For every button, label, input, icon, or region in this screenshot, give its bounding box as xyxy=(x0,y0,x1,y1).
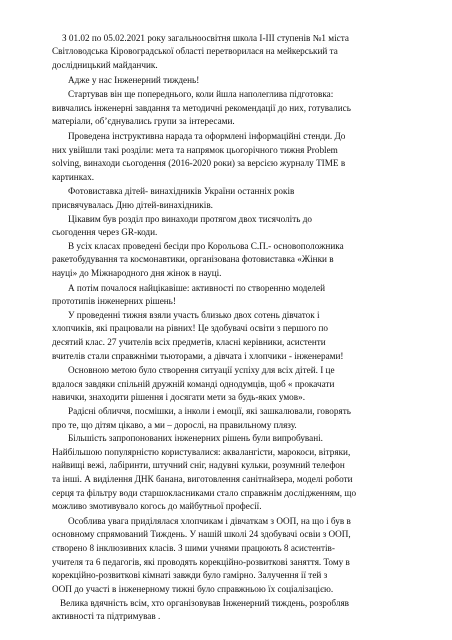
text-line: учителя та 6 педагогів, які проводять корекційно-розвиткові заняття. Тому в xyxy=(52,557,350,567)
text-line: серця та фільтру води старшокласниками стало справжнім дослідженням, що xyxy=(52,488,357,498)
text-line: них увійшли такі розділи: мета та напрямок цьогорічного тижня Problem xyxy=(52,145,338,155)
text-line: корекційно-розвиткові кімнаті завжди було гамірно. Залучення ії тей з xyxy=(52,570,328,580)
text-line: Адже у нас Інженерний тиждень! xyxy=(68,75,200,85)
text-line: Цікавим був розділ про винаходи протягом двох тисячоліть до xyxy=(68,214,312,224)
text-line: ракетобудування та космонавтики, організована фотовиставка «Жінки в xyxy=(52,254,334,264)
text-line: навички, знаходити рішення і досягати мети за будь-яких умов». xyxy=(52,392,305,402)
text-line: Більшість запропонованих інженерних рішень були випробувані. xyxy=(68,433,323,443)
text-line: Основною метою було створення ситуації успіху для всіх дітей. І це xyxy=(68,365,335,375)
text-line: В усіх класах проведені бесіди про Корольова С.П.- основоположника xyxy=(68,241,344,251)
text-line: дослідницький майданчик. xyxy=(52,60,158,70)
text-line: У проведенні тижня взяли участь близько двох сотень дівчаток і xyxy=(68,310,320,320)
text-line: присвячувалась Дню дітей-винахідників. xyxy=(52,200,213,210)
text-line: solving, винаходи сьогодення (2016-2020 роки) за версією журналу TIME в xyxy=(52,158,346,168)
text-line: Радісні обличчя, посмішки, а інколи і емоції, які зашкалювали, говорять xyxy=(68,406,351,416)
text-line: науці» до Міжнародного дня жінок в науці. xyxy=(52,268,222,278)
text-line: ООП до участі в інженерному тижні було справжньою їх соціалізацією. xyxy=(52,584,334,594)
text-line: Особлива увага приділялася хлопчикам і дівчаткам з ООП, на що і був в xyxy=(68,516,351,526)
text-line: прототипів інженерних рішень! xyxy=(52,296,176,306)
text-line: про те, що дітям цікаво, а ми – дорослі, на правильному плязу. xyxy=(52,420,297,430)
text-line: створено 8 інклюзивних класів. З шими учнями працюють 8 асистентів- xyxy=(52,543,335,553)
text-line: активності та підтримував . xyxy=(52,611,161,621)
text-line: сьогодення через GR-коди. xyxy=(52,227,158,237)
text-line: Світловодська Кіровоградської області перетворилася на мейкерський та xyxy=(52,46,338,56)
text-line: А потім почалося найцікавіше: активності по створенню моделей xyxy=(68,283,326,293)
text-line: вдалося завдяки спільній дружній команді однодумців, щоб « прокачати xyxy=(52,379,335,389)
text-line: найвищі вежі, лабіринти, штучний сніг, надувні кульки, розумний телефон xyxy=(52,460,345,470)
text-line: вивчались інженерні завдання та методичні рекомендації до них, готувались xyxy=(52,103,351,113)
text-line: матеріали, об’єднувались групи за інтересами. xyxy=(52,116,235,126)
text-line: Стартував він ще попереднього, коли йшла наполеглива підготовка: xyxy=(68,89,334,99)
text-line: хлопчиків, які працювали на рівних! Це здобувачі освіти з першого по xyxy=(52,323,329,333)
text-line: Проведена інструктивна нарада та оформлені інформаційні стенди. До xyxy=(68,131,346,141)
text-line: та інші. А виділення ДНК банана, виготовлення санітнайзера, моделі роботи xyxy=(52,474,353,484)
text-line: можливо змотивувало когось до майбутньої професії. xyxy=(52,501,262,511)
text-line: З 01.02 по 05.02.2021 року загальноосвітня школа І-ІІІ ступенів №1 міста xyxy=(62,33,349,43)
text-line: Фотовиставка дітей- винахідників України останніх років xyxy=(68,186,295,196)
text-line: десятий клас. 27 учителів всіх предметів, класні керівники, асистенти xyxy=(52,337,326,347)
text-line: вчителів стали справжніми тьюторами, а дівчата і хлопчики - інженерами! xyxy=(52,351,344,361)
text-line: Найбільшою популярністю користувалися: аквалангісти, марокоси, вітряки, xyxy=(52,447,351,457)
text-line: картинках. xyxy=(52,172,95,182)
text-line: основному спрямований Тиждень. У нашій школі 24 здобувачі освіи з ООП, xyxy=(52,529,351,539)
text-line: Велика вдячність всім, хто організовував Інженерний тиждень, розробляв xyxy=(60,598,350,608)
